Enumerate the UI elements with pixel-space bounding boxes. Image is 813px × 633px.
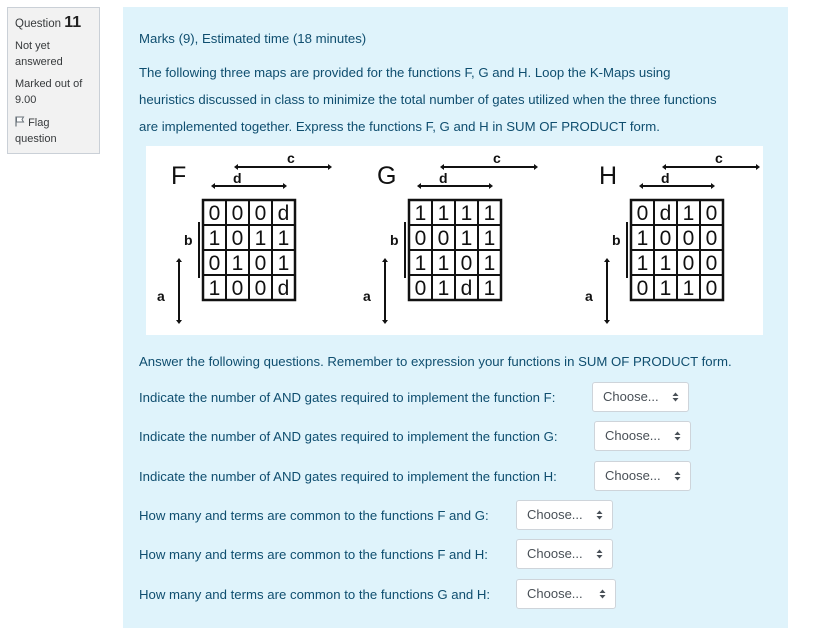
kmap-cell: d (460, 277, 473, 300)
kmap-cell: 0 (208, 252, 221, 275)
question-text-4: How many and terms are common to the functions F and G: (139, 508, 489, 523)
kmap-cell: 1 (659, 277, 672, 300)
question-info-panel (7, 7, 100, 154)
kmap-cell: d (277, 277, 290, 300)
kmap-d-label: d (233, 170, 242, 186)
kmap-cell: 0 (705, 252, 718, 275)
kmap-cell: 1 (437, 277, 450, 300)
kmap-cell: 0 (659, 227, 672, 250)
select-caret-icon (596, 509, 603, 521)
question-text-3: Indicate the number of AND gates required to implement the function H: (139, 469, 557, 484)
kmap-cell: 0 (254, 252, 267, 275)
arrowhead (711, 183, 715, 189)
select-caret-icon (674, 470, 681, 482)
kmap-a-label: a (363, 288, 371, 304)
kmap-cell: 0 (414, 277, 427, 300)
kmap-cell: 1 (682, 277, 695, 300)
select-value: Choose... (527, 546, 583, 561)
arrowhead (489, 183, 493, 189)
kmap-cell: 0 (231, 227, 244, 250)
arrowhead (176, 320, 182, 324)
kmap-cell: 1 (277, 252, 290, 275)
flag-question-link[interactable] (15, 115, 92, 147)
select-value: Choose... (527, 507, 583, 522)
kmap-cell: 0 (460, 252, 473, 275)
kmap-cell: 0 (231, 277, 244, 300)
kmap-cell: 0 (437, 227, 450, 250)
kmap-cell: 1 (254, 227, 267, 250)
kmap-cell: 0 (208, 202, 221, 225)
select-value: Choose... (527, 586, 583, 601)
answer-intro: Answer the following questions. Remember to expression your functions in SUM OF PRODUCT form. (139, 354, 732, 369)
kmap-cell: 0 (254, 202, 267, 225)
select-caret-icon (672, 391, 679, 403)
kmap-cell: 0 (414, 227, 427, 250)
kmap-b-label: b (390, 232, 399, 248)
kmap-cell: 1 (208, 277, 221, 300)
arrowhead (211, 183, 215, 189)
kmap-a-label: a (585, 288, 593, 304)
arrowhead (604, 258, 610, 262)
arrowhead (328, 164, 332, 170)
kmap-a-label: a (157, 288, 165, 304)
kmap-cell: 1 (659, 252, 672, 275)
kmap-cell: d (277, 202, 290, 225)
answer-select-1[interactable] (592, 382, 689, 412)
kmap-cell: 1 (682, 202, 695, 225)
arrowhead (639, 183, 643, 189)
answer-select-2[interactable] (594, 421, 691, 451)
select-value: Choose... (605, 428, 661, 443)
kmap-cell: 0 (705, 277, 718, 300)
kmap-cell: 1 (483, 277, 496, 300)
kmap-b-label: b (184, 232, 193, 248)
select-value: Choose... (605, 468, 661, 483)
kmap-cell: 1 (231, 252, 244, 275)
kmap-cell: 0 (636, 202, 649, 225)
kmap-cell: 1 (208, 227, 221, 250)
arrowhead (283, 183, 287, 189)
kmap-cell: 0 (636, 277, 649, 300)
kmap-title-h: H (599, 162, 618, 190)
kmap-c-label: c (287, 150, 295, 166)
prompt-line-1: The following three maps are provided for the functions F, G and H. Loop the K-Maps using (139, 65, 671, 80)
kmap-d-label: d (661, 170, 670, 186)
select-caret-icon (599, 588, 606, 600)
answer-select-3[interactable] (594, 461, 691, 491)
question-text-1: Indicate the number of AND gates required to implement the function F: (139, 390, 556, 405)
flag-icon (15, 116, 25, 127)
kmap-cell: 1 (483, 202, 496, 225)
arrowhead (756, 164, 760, 170)
answer-select-5[interactable] (516, 539, 613, 569)
kmap-d-label: d (439, 170, 448, 186)
kmap-title-g: G (377, 162, 397, 190)
kmap-svg (146, 146, 763, 335)
select-value: Choose... (603, 389, 659, 404)
flag-question-label: Flag question (15, 117, 57, 145)
arrowhead (382, 320, 388, 324)
kmap-cell: 0 (254, 277, 267, 300)
question-number (15, 14, 92, 32)
select-caret-icon (674, 430, 681, 442)
select-caret-icon (596, 548, 603, 560)
arrowhead (417, 183, 421, 189)
kmap-b-label: b (612, 232, 621, 248)
kmap-cell: 1 (483, 227, 496, 250)
arrowhead (176, 258, 182, 262)
prompt-line-3: are implemented together. Express the functions F, G and H in SUM OF PRODUCT form. (139, 119, 660, 134)
kmap-c-label: c (715, 150, 723, 166)
kmap-cell: 1 (636, 252, 649, 275)
kmap-cell: 1 (437, 252, 450, 275)
answer-select-6[interactable] (516, 579, 616, 609)
kmap-cell: 0 (682, 227, 695, 250)
kmap-cell: 0 (705, 202, 718, 225)
kmap-cell: 1 (636, 227, 649, 250)
kmap-figure (146, 146, 763, 335)
arrowhead (534, 164, 538, 170)
kmap-cell: 1 (460, 202, 473, 225)
kmap-cell: 1 (460, 227, 473, 250)
kmap-cell: 1 (277, 227, 290, 250)
arrowhead (604, 320, 610, 324)
kmap-cell: 1 (414, 202, 427, 225)
question-grade: Marked out of 9.00 (15, 78, 83, 106)
marks-text: Marks (9), Estimated time (18 minutes) (139, 31, 367, 46)
question-text-5: How many and terms are common to the functions F and H: (139, 547, 488, 562)
prompt-line-2: heuristics discussed in class to minimize the total number of gates utilized when the three functions (139, 92, 717, 107)
kmap-cell: 0 (705, 227, 718, 250)
question-text-6: How many and terms are common to the functions G and H: (139, 587, 491, 602)
kmap-title-f: F (171, 162, 187, 190)
kmap-c-label: c (493, 150, 501, 166)
question-label: Question (15, 18, 62, 30)
answer-select-4[interactable] (516, 500, 613, 530)
kmap-cell: 1 (414, 252, 427, 275)
kmap-cell: d (659, 202, 672, 225)
question-state: Not yet answered (15, 40, 63, 68)
arrowhead (382, 258, 388, 262)
question-number-value: 11 (64, 14, 82, 31)
kmap-cell: 1 (483, 252, 496, 275)
kmap-cell: 1 (437, 202, 450, 225)
question-content (123, 7, 788, 628)
kmap-cell: 0 (231, 202, 244, 225)
kmap-cell: 0 (682, 252, 695, 275)
question-text-2: Indicate the number of AND gates required to implement the function G: (139, 429, 558, 444)
